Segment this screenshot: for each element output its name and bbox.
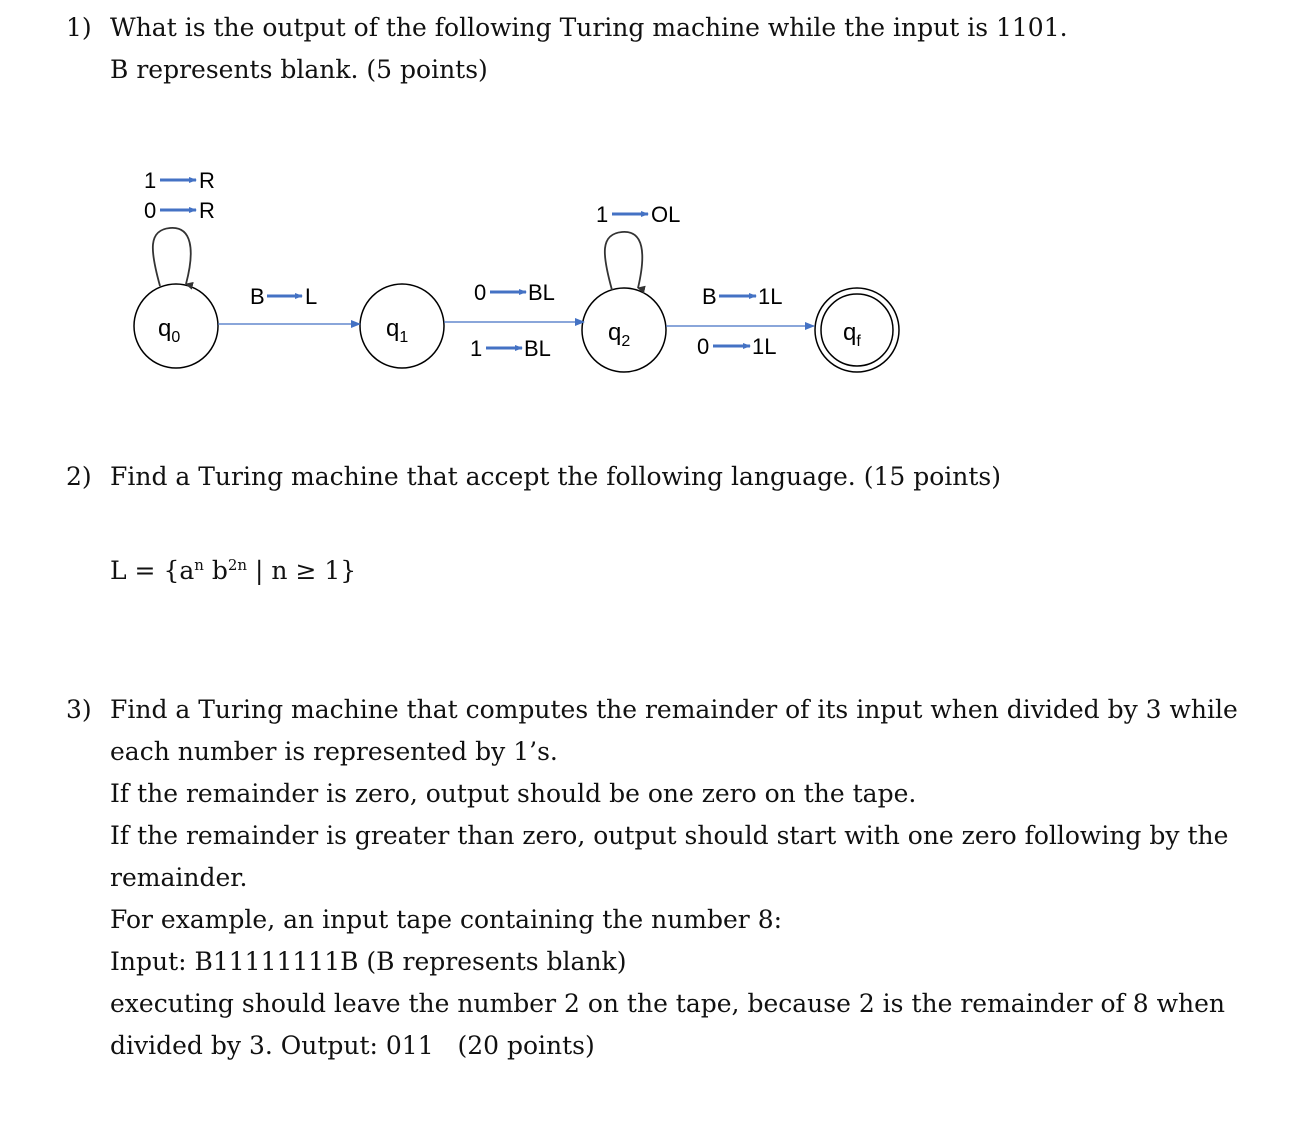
language-b: b [203,556,228,585]
svg-text:BL: BL [524,336,551,361]
label-q2-loop [596,202,680,227]
language-exponent-n: n [194,556,204,574]
svg-text:1L: 1L [752,334,777,359]
svg-text:1: 1 [596,202,609,227]
state-q2-label: $q_2$ [608,319,631,350]
label-q1-q2-2 [470,336,551,361]
q0-self-loop [153,228,191,286]
question-1-line-2: B represents blank. (5 points) [110,55,488,84]
question-3-line-8: executing should leave the number 2 on the tape, because 2 is the remainder of 8 when [110,989,1225,1018]
question-1-number: 1) [66,13,92,42]
question-3-line-1: Find a Turing machine that computes the remainder of its input when divided by 3 while [110,695,1238,724]
state-q1-label: $q_1$ [386,315,409,346]
question-2-number: 2) [66,462,92,491]
svg-text:BL: BL [528,280,555,305]
label-q2-qf-2 [697,334,776,359]
svg-text:OL: OL [651,202,681,227]
label-q0-loop-1 [144,168,215,193]
question-3-line-2: each number is represented by 1’s. [110,737,558,766]
question-3-line-7: Input: B11111111B (B represents blank) [110,947,627,976]
svg-text:0: 0 [697,334,710,359]
label-q1-q2-1 [474,280,555,305]
state-q1-circle [360,284,444,368]
state-q2-circle [582,288,666,372]
svg-text:R: R [199,198,215,223]
question-3-number: 3) [66,695,92,724]
svg-text:R: R [199,168,215,193]
question-3-line-5: remainder. [110,863,248,892]
question-3-line-9: divided by 3. Output: 011 (20 points) [110,1031,595,1060]
state-q0-circle [134,284,218,368]
label-q2-qf-1 [702,284,782,309]
q2-self-loop [605,232,642,290]
svg-text:0: 0 [474,280,487,305]
state-q0-label: $q_0$ [158,315,181,346]
label-q0-loop-2 [144,198,215,223]
question-2-line-1: Find a Turing machine that accept the following language. (15 points) [110,462,1001,491]
state-qf-label: $q_f$ [843,319,861,350]
svg-text:L: L [305,284,318,309]
svg-text:1: 1 [470,336,483,361]
svg-text:B: B [702,284,717,309]
question-3-line-3: If the remainder is zero, output should be one zero on the tape. [110,779,917,808]
language-exponent-2n: 2n [227,556,248,574]
question-3-line-4: If the remainder is greater than zero, output should start with one zero following by the [110,821,1229,850]
svg-text:B: B [250,284,265,309]
language-prefix: L = {a [110,556,195,585]
svg-text:1L: 1L [758,284,783,309]
state-qf-outer-circle [815,288,899,372]
question-3-line-6: For example, an input tape containing the number 8: [110,905,783,934]
svg-text:0: 0 [144,198,157,223]
label-q0-q1 [250,284,317,309]
language-suffix: | n ≥ 1} [247,556,357,585]
turing-machine-diagram [0,150,1290,410]
svg-text:1: 1 [144,168,157,193]
language-definition [110,548,356,588]
question-1-line-1: What is the output of the following Turing machine while the input is 1101. [110,13,1068,42]
